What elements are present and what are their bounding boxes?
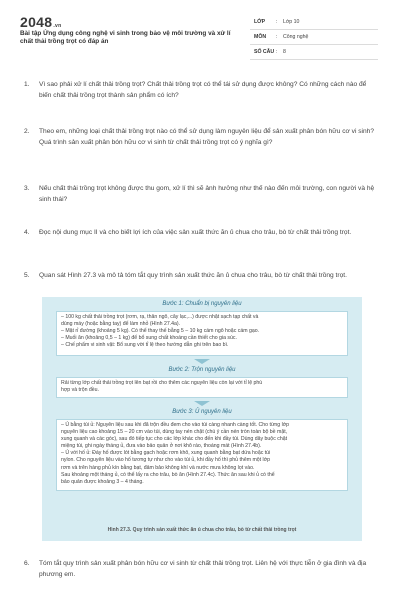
logo-text: 2048 (20, 14, 53, 30)
document-title: Bài tập Ứng dụng công nghệ vi sinh trong bảo vệ môi trường và xử lí chất thải trồng trọt có đáp án (20, 30, 231, 46)
meta-key-question-count: SỐ CÂU (254, 49, 275, 55)
arrow-down-icon (194, 359, 210, 364)
meta-separator: : (276, 19, 278, 25)
meta-key-subject: MÔN (254, 34, 267, 40)
figure-27-3 (42, 297, 362, 541)
step-3-line: Sau khoảng một tháng ủ, có thể lấy ra cho trâu, bò ăn (Hình 27.4c). Thức ăn sau khi ủ có thể (61, 471, 275, 478)
question-text: Theo em, những loại chất thải trồng trọt nào có thể sử dụng làm nguyên liệu để sản xuất phân bón hữu cơ vi sinh? Quá trình sản xuất phân bón hữu cơ vi sinh từ chất thải trồng trọt có ý nghĩa gì? (39, 128, 375, 146)
question-number: 5. (24, 272, 30, 279)
question-text: Nếu chất thải trồng trọt không được thu gom, xử lí thì sẽ ảnh hưởng như thế nào đến môi trường, con người và hệ sinh thái? (39, 185, 375, 203)
arrow-down-icon (194, 401, 210, 406)
step-2-line: Rải từng lớp chất thải trồng trọt lên bạt rồi cho thêm các nguyên liệu còn lại với tỉ lệ phù (61, 380, 263, 386)
meta-separator: : (276, 49, 278, 55)
step-2-label: Bước 2: Trộn nguyên liệu (168, 367, 236, 373)
question-number: 2. (24, 128, 30, 135)
meta-key-class: LỚP (254, 19, 266, 25)
step-1-line: dùng máy (hoặc bằng tay) để làm nhỏ (Hình 27.4a). (61, 321, 181, 328)
step-3-line: – Ủ với hố ủ: Đáy hố được lót bằng gạch hoặc rơm khô, xung quanh bằng bạt dứa hoặc túi (61, 450, 271, 457)
step-1-line: – Chế phẩm vi sinh vật: Bổ sung vời tỉ lệ theo hướng dẫn ghi trên bao bì. (61, 342, 229, 349)
step-3-line: bảo quản được khoảng 3 – 4 tháng. (61, 478, 144, 485)
step-3-line: – Ủ bằng túi ủ: Nguyên liệu sau khi đã trộn đều đem cho vào túi càng nhanh càng tốt. Cho từng lớp (61, 422, 290, 428)
meta-separator: : (276, 34, 278, 40)
step-1-line: – 100 kg chất thải trồng trọt (rơm, rạ, thân ngô, cây lạc,...) được nhặt sạch tạp chất và (61, 314, 259, 320)
question-number: 3. (24, 185, 30, 192)
step-1-label: Bước 1: Chuẩn bị nguyên liệu (162, 301, 242, 307)
document-meta-table (250, 15, 378, 60)
site-logo[interactable] (20, 14, 61, 30)
step-2-line: hợp và trộn đều. (61, 387, 100, 394)
question-number: 6. (24, 560, 30, 567)
step-2-box (56, 377, 348, 398)
step-3-line: xung quanh và các góc), sau đó tiếp tục cho các lớp khác cho đến khi đầy túi. Dùng dây buộc chặt (61, 436, 288, 443)
meta-row-subject (250, 30, 378, 45)
step-1-line: – Muối ăn (khoảng 0,5 – 1 kg) để bổ sung chất khoáng cần thiết cho gia súc. (61, 335, 237, 342)
step-3-box (56, 419, 348, 491)
meta-row-class (250, 15, 378, 30)
step-3-line: miệng túi, ghi ngày tháng ủ, đưa vào bảo quản ở nơi khô ráo, thoáng mát (Hình 27.4b). (61, 443, 262, 450)
meta-value-subject: Công nghệ (283, 34, 309, 40)
question-number: 1. (24, 81, 30, 88)
step-3-line: nguyên liệu cao khoảng 15 – 20 cm vào túi, dùng tay nén chặt (chú ý cần nén tròn toàn bộ bề mặt, (61, 429, 288, 436)
step-3-line: nylon. Cho nguyên liệu vào hố tương tự như cho vào túi ủ, khi đầy hố thì phủ thêm một lớp (61, 457, 270, 464)
meta-value-class: Lớp 10 (283, 19, 300, 25)
figure-caption: Hình 27.3. Quy trình sản xuất thức ăn ủ chua cho trâu, bò từ chất thải trồng trọt (107, 527, 297, 533)
question-text: Đọc nội dung mục II và cho biết lợi ích của việc sản xuất thức ăn ủ chua cho trâu, bò từ chất thải trồng trọt. (39, 229, 352, 236)
step-1-line: – Mật rỉ đường (khoảng 5 kg). Có thể thay thế bằng 5 – 10 kg cám ngô hoặc cám gạo. (61, 328, 260, 335)
question-text: Quan sát Hình 27.3 và mô tả tóm tắt quy trình sản xuất thức ăn ủ chua cho trâu, bò từ chất thải trồng trọt. (39, 272, 347, 279)
step-1-box (56, 311, 348, 356)
step-3-line: rơm và trên hàng phủ kín bằng bạt, đảm bảo không khí và nước mưa không lọt vào. (61, 464, 255, 471)
question-number: 4. (24, 229, 30, 236)
step-3-label: Bước 3: Ủ nguyên liệu (172, 409, 232, 415)
question-text: Vì sao phải xử lí chất thải trồng trọt? Chất thải trồng trọt có thể tái sử dụng được không? Có những cách nào để biến chất thải trồng trọt thành sản phẩm có ích? (39, 81, 367, 99)
meta-value-question-count: 8 (283, 49, 286, 55)
meta-row-question-count (250, 45, 378, 60)
logo-suffix: .vn (53, 23, 62, 29)
page-header (0, 0, 400, 60)
question-text: Tóm tắt quy trình sản xuất phân bón hữu cơ vi sinh từ chất thải trồng trọt. Liên hệ với thực tiễn ở gia đình và địa phương em. (39, 560, 367, 578)
